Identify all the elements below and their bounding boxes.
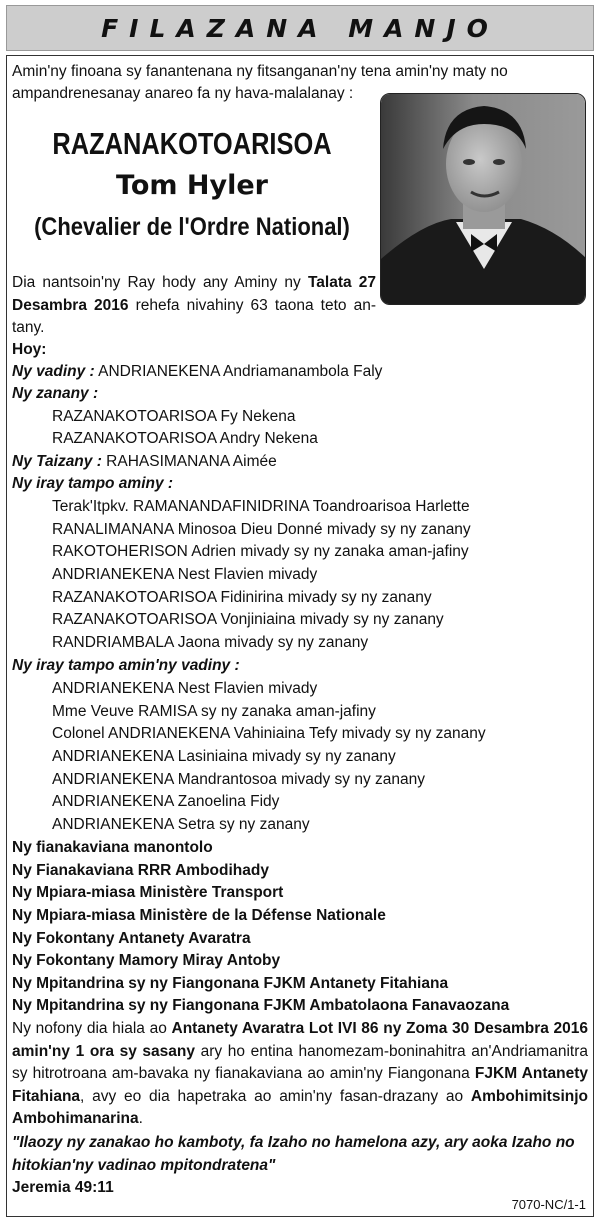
- sibling-item: RAZANAKOTOARISOA Vonjiniaina mivady sy ny zanany: [52, 611, 444, 628]
- sibling-item: RAZANAKOTOARISOA Fidinirina mivady sy ny zanany: [52, 589, 432, 606]
- spouse-sibling-item: Mme Veuve RAMISA sy ny zanaka aman-jafiny: [52, 703, 376, 720]
- ad-code: 7070-NC/1-1: [511, 1197, 586, 1212]
- group-item: Ny Mpitandrina sy ny Fiangonana FJKM Ambatolaona Fanavaozana: [12, 997, 510, 1014]
- children-label: Ny zanany :: [12, 385, 99, 402]
- spouse-sibling-item: ANDRIANEKENA Setra sy ny zanany: [52, 816, 310, 833]
- group-item: Ny Mpitandrina sy ny Fiangonana FJKM Antanety Fitahiana: [12, 975, 449, 992]
- group-item: Ny fianakaviana manontolo: [12, 839, 213, 856]
- spouse-line: Ny vadiny : ANDRIANEKENA Andriamanambola Faly: [12, 363, 383, 380]
- spouse-sibling-item: ANDRIANEKENA Nest Flavien mivady: [52, 680, 318, 697]
- group-item: Ny Mpiara-miasa Ministère Transport: [12, 884, 284, 901]
- child-item: RAZANAKOTOARISOA Fy Nekena: [52, 408, 296, 425]
- group-item: Ny Fokontany Antanety Avaratra: [12, 930, 251, 947]
- spouse-sibling-item: ANDRIANEKENA Lasiniaina mivady sy ny zanany: [52, 748, 396, 765]
- sibling-item: RAKOTOHERISON Adrien mivady sy ny zanaka aman-jafiny: [52, 543, 469, 560]
- child-item: RAZANAKOTOARISOA Andry Nekena: [52, 430, 318, 447]
- spouse-sibling-item: ANDRIANEKENA Mandrantosoa mivady sy ny zanany: [52, 771, 426, 788]
- deceased-given-name: Tom Hyler: [116, 170, 268, 201]
- foster-line: Ny Taizany : RAHASIMANANA Aimée: [12, 453, 277, 470]
- verse-reference: Jeremia 49:11: [12, 1179, 114, 1196]
- notice-title: FILAZANA MANJO: [101, 13, 499, 43]
- spouse-sibling-item: ANDRIANEKENA Zanoelina Fidy: [52, 793, 280, 810]
- deceased-surname: RAZANAKOTOARISOA: [52, 126, 332, 161]
- group-item: Ny Fokontany Mamory Miray Antoby: [12, 952, 281, 969]
- bible-verse: "Ilaozy ny zanakao ho kamboty, fa Izaho no hamelona azy, ary aoka Izaho no hitokian'ny vadinao mpitondratena": [12, 1134, 575, 1174]
- group-item: Ny Mpiara-miasa Ministère de la Défense Nationale: [12, 907, 386, 924]
- siblings-label: Ny iray tampo aminy :: [12, 475, 174, 492]
- notice-header: [6, 5, 594, 51]
- funeral-details: Ny nofony dia hiala ao Antanety Avaratra Lot IVI 86 ny Zoma 30 Desambra 2016 amin'ny 1 ora sy sasany ary ho entina hanomezam-boninahitra an'Andriamanitra sy hitrotroana am-bavaka ny fianakaviana ao amin'ny Fiangonana FJKM Antanety Fitahiana, avy eo dia hapetraka ao amin'ny fasan-drazany ao Ambohimitsinjo Ambohimanarina.: [12, 1020, 589, 1127]
- spouse-siblings-label: Ny iray tampo amin'ny vadiny :: [12, 657, 240, 674]
- death-announcement: Dia nantsoin'ny Ray hody any Aminy ny Talata 27 Desambra 2016 rehefa nivahiny 63 taona teto an-tany.: [12, 274, 376, 336]
- portrait-photo: [380, 93, 586, 305]
- hoy-label: Hoy:: [12, 341, 47, 358]
- group-item: Ny Fianakaviana RRR Ambodihady: [12, 862, 269, 879]
- portrait-image: [381, 94, 586, 305]
- deceased-title: (Chevalier de l'Ordre National): [34, 213, 350, 241]
- sibling-item: RANALIMANANA Minosoa Dieu Donné mivady sy ny zanany: [52, 521, 471, 538]
- sibling-item: RANDRIAMBALA Jaona mivady sy ny zanany: [52, 634, 369, 651]
- sibling-item: ANDRIANEKENA Nest Flavien mivady: [52, 566, 318, 583]
- spouse-sibling-item: Colonel ANDRIANEKENA Vahiniaina Tefy mivady sy ny zanany: [52, 725, 486, 742]
- intro-text: Amin'ny finoana sy fanantenana ny fitsanganan'ny tena amin'ny maty no ampandrenesanay anareo fa ny hava-malalanay :: [12, 63, 508, 102]
- sibling-item: Terak'Itpkv. RAMANANDAFINIDRINA Toandroarisoa Harlette: [52, 498, 470, 515]
